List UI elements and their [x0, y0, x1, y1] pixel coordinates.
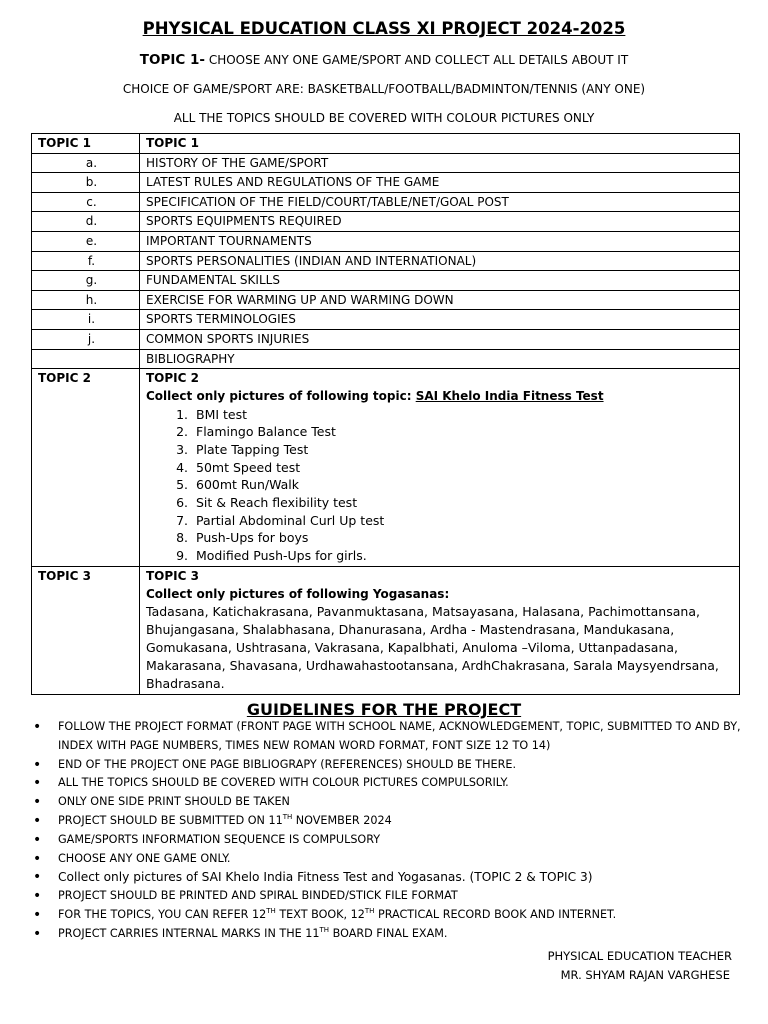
table-row — [32, 290, 740, 310]
item-text: HISTORY OF THE GAME/SPORT — [140, 153, 740, 173]
item-text: LATEST RULES AND REGULATIONS OF THE GAME — [140, 173, 740, 193]
guideline-text: CHOOSE ANY ONE GAME ONLY. — [58, 851, 231, 865]
table-row — [32, 212, 740, 232]
item-letter: i. — [32, 310, 140, 330]
list-item: 1. BMI test — [192, 406, 733, 424]
list-item: 9. Modified Push-Ups for girls. — [192, 547, 733, 565]
fitness-test-title: SAI Khelo India Fitness Test — [415, 388, 604, 403]
item-text: IMPORTANT TOURNAMENTS — [140, 231, 740, 251]
list-item — [30, 850, 750, 869]
list-item: 3. Plate Tapping Test — [192, 441, 733, 459]
topic3-label: TOPIC 3 — [32, 566, 140, 694]
list-item — [30, 925, 750, 944]
guideline-text: FOLLOW THE PROJECT FORMAT (FRONT PAGE WITH SCHOOL NAME, ACKNOWLEDGEMENT, TOPIC, SUBMITTED TO AND BY, INDEX WITH PAGE NUMBERS, TIMES NEW ROMAN WORD FORMAT, FONT SIZE 12 TO 14) — [58, 720, 741, 752]
ordinal-suffix: TH — [364, 906, 375, 915]
project-topics-table — [31, 133, 740, 695]
list-item: 4. 50mt Speed test — [192, 459, 733, 477]
table-row — [32, 566, 740, 694]
game-choice-line: CHOICE OF GAME/SPORT ARE: BASKETBALL/FOOTBALL/BADMINTON/TENNIS (ANY ONE) — [122, 82, 646, 96]
list-item: 5. 600mt Run/Walk — [192, 476, 733, 494]
list-item — [30, 906, 750, 925]
table-row — [32, 349, 740, 369]
item-letter: g. — [32, 271, 140, 291]
colour-pictures-line: ALL THE TOPICS SHOULD BE COVERED WITH COLOUR PICTURES ONLY — [173, 111, 595, 125]
guideline-text: NOVEMBER 2024 — [292, 813, 392, 827]
topic1-intro-label: TOPIC 1- — [139, 52, 206, 68]
topic2-label: TOPIC 2 — [32, 369, 140, 567]
item-text: EXERCISE FOR WARMING UP AND WARMING DOWN — [140, 290, 740, 310]
ordinal-suffix: TH — [282, 812, 293, 821]
ordinal-suffix: TH — [266, 906, 276, 915]
topic3-content — [140, 566, 740, 694]
topic2-intro — [146, 388, 733, 406]
table-row — [32, 369, 740, 567]
guideline-text: Collect only pictures of SAI Khelo India Fitness Test and Yogasanas. (TOPIC 2 & TOPIC 3) — [58, 870, 593, 885]
item-text: SPORTS PERSONALITIES (INDIAN AND INTERNATIONAL) — [140, 251, 740, 271]
list-item — [30, 793, 750, 812]
topic2-content — [140, 369, 740, 567]
table-row — [32, 192, 740, 212]
yogasana-list: Tadasana, Katichakrasana, Pavanmuktasana, Matsayasana, Halasana, Pachimottansana, Bhujangasana, Shalabhasana, Dhanurasana, Ardha - Mastendrasana, Mandukasana, Gomukasana, Ushtrasana, Vakrasana, Kapalbhati, Anuloma –Viloma, Uttanpadasana, Makarasana, Shavasana, Urdhawahastootansana, ArdhChakrasana, Sarala Maysyendrsana, Bhadrasana. — [146, 604, 719, 692]
item-letter: h. — [32, 290, 140, 310]
guideline-text: BOARD FINAL EXAM. — [329, 926, 448, 940]
ordinal-suffix: TH — [319, 925, 330, 934]
guidelines-list — [30, 718, 750, 944]
list-item: 7. Partial Abdominal Curl Up test — [192, 512, 733, 530]
table-row — [32, 310, 740, 330]
list-item: 6. Sit & Reach flexibility test — [192, 494, 733, 512]
item-text: BIBLIOGRAPHY — [140, 349, 740, 369]
topic1-heading: TOPIC 1 — [140, 134, 740, 154]
item-text: SPORTS EQUIPMENTS REQUIRED — [140, 212, 740, 232]
table-row — [32, 231, 740, 251]
topic3-intro: Collect only pictures of following Yogasanas: — [146, 586, 450, 601]
signature-name: MR. SHYAM RAJAN VARGHESE — [560, 968, 730, 982]
table-row — [32, 173, 740, 193]
table-row — [32, 153, 740, 173]
item-letter: d. — [32, 212, 140, 232]
item-letter: f. — [32, 251, 140, 271]
list-item — [30, 774, 750, 793]
guidelines-title: GUIDELINES FOR THE PROJECT — [246, 700, 522, 719]
table-row — [32, 271, 740, 291]
table-row — [32, 134, 740, 154]
list-item: 8. Push-Ups for boys — [192, 529, 733, 547]
item-letter: c. — [32, 192, 140, 212]
guideline-text: END OF THE PROJECT ONE PAGE BIBLIOGRAPY (REFERENCES) SHOULD BE THERE. — [58, 757, 517, 771]
list-item — [30, 868, 750, 887]
item-letter: e. — [32, 231, 140, 251]
item-letter: j. — [32, 329, 140, 349]
list-item — [30, 812, 750, 831]
guideline-text: ALL THE TOPICS SHOULD BE COVERED WITH COLOUR PICTURES COMPULSORILY. — [58, 776, 509, 790]
item-letter: a. — [32, 153, 140, 173]
fitness-test-list — [146, 406, 733, 565]
item-text: FUNDAMENTAL SKILLS — [140, 271, 740, 291]
guideline-text: PRACTICAL RECORD BOOK AND INTERNET. — [374, 907, 617, 921]
guideline-text: TEXT BOOK, 12 — [275, 907, 365, 921]
table-row — [32, 329, 740, 349]
list-item — [30, 887, 750, 906]
topic1-label: TOPIC 1 — [32, 134, 140, 154]
list-item — [30, 718, 750, 756]
guideline-text: PROJECT SHOULD BE SUBMITTED ON 11 — [58, 813, 283, 827]
item-letter: b. — [32, 173, 140, 193]
item-text: COMMON SPORTS INJURIES — [140, 329, 740, 349]
list-item: 2. Flamingo Balance Test — [192, 423, 733, 441]
guideline-text: FOR THE TOPICS, YOU CAN REFER 12 — [58, 907, 267, 921]
topic2-heading: TOPIC 2 — [146, 371, 199, 386]
list-item — [30, 756, 750, 775]
topic1-intro-text: CHOOSE ANY ONE GAME/SPORT AND COLLECT ALL DETAILS ABOUT IT — [205, 53, 629, 67]
document-title: PHYSICAL EDUCATION CLASS XI PROJECT 2024-2025 — [142, 19, 626, 38]
topic3-heading: TOPIC 3 — [146, 568, 199, 583]
guideline-text: PROJECT SHOULD BE PRINTED AND SPIRAL BINDED/STICK FILE FORMAT — [58, 889, 458, 903]
topic2-intro-text: Collect only pictures of following topic: — [146, 388, 416, 403]
list-item — [30, 831, 750, 850]
table-row — [32, 251, 740, 271]
guideline-text: ONLY ONE SIDE PRINT SHOULD BE TAKEN — [58, 795, 290, 809]
guideline-text: GAME/SPORTS INFORMATION SEQUENCE IS COMPULSORY — [58, 832, 381, 846]
signature-role: PHYSICAL EDUCATION TEACHER — [547, 949, 732, 963]
item-letter — [32, 349, 140, 369]
item-text: SPECIFICATION OF THE FIELD/COURT/TABLE/NET/GOAL POST — [140, 192, 740, 212]
guideline-text: PROJECT CARRIES INTERNAL MARKS IN THE 11 — [58, 926, 320, 940]
topic1-intro — [0, 52, 768, 68]
item-text: SPORTS TERMINOLOGIES — [140, 310, 740, 330]
